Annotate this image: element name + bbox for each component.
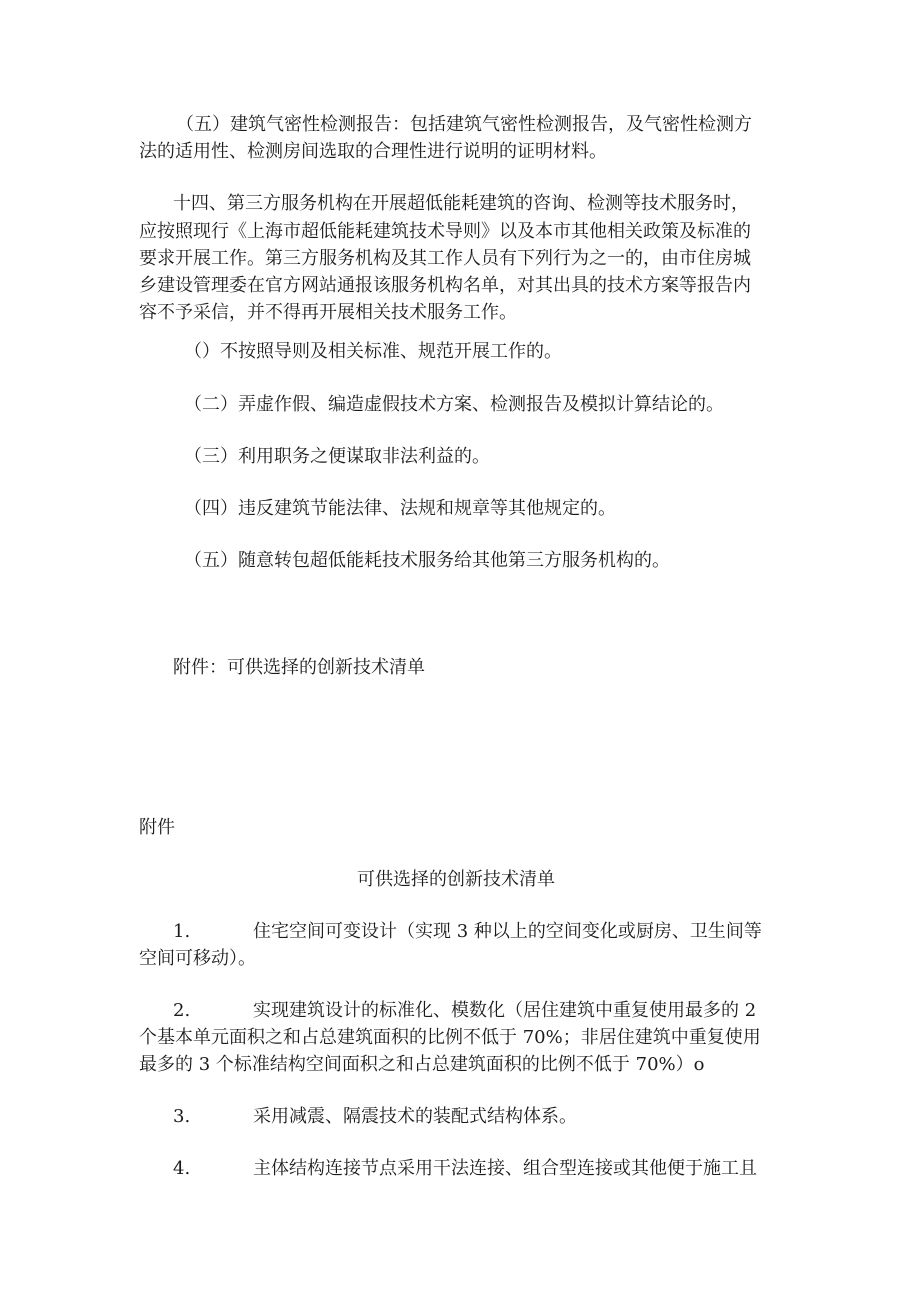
list-item-3-line1	[173, 1102, 577, 1132]
list-item-text: 住宅空间可变设计（实现 3 种以上的空间变化或厨房、卫生间等	[253, 921, 762, 942]
list-item-number: 3.	[173, 1106, 191, 1127]
list-item-text: 主体结构连接节点采用干法连接、组合型连接或其他便于施工且	[253, 1158, 757, 1179]
list-item-1-line1	[173, 917, 762, 947]
list-item-number: 4.	[173, 1158, 191, 1179]
list-item-1-line2: 空间可移动）。	[139, 948, 256, 969]
list-item-4-line1	[173, 1154, 757, 1184]
attachment-note: 附件：可供选择的创新技术清单	[173, 657, 425, 678]
appendix-label: 附件	[139, 817, 175, 838]
item5-line2: 法的适用性、检测房间选取的合理性进行说明的证明材料。	[139, 141, 607, 162]
article14-line2: 应按照现行《上海市超低能耗建筑技术导则》以及本市其他相关政策及标准的	[139, 221, 751, 242]
list-item-text: 采用减震、隔震技术的装配式结构体系。	[253, 1106, 577, 1127]
list-item-2-line2: 个基本单元面积之和占总建筑面积的比例不低于 70%；非居住建筑中重复使用	[139, 1027, 761, 1048]
article14-line1: 十四、第三方服务机构在开展超低能耗建筑的咨询、检测等技术服务时，	[173, 193, 749, 214]
violation-item: （二）弄虚作假、编造虚假技术方案、检测报告及模拟计算结论的。	[184, 394, 724, 415]
violation-item: （五）随意转包超低能耗技术服务给其他第三方服务机构的。	[184, 550, 670, 571]
article14-line3: 要求开展工作。第三方服务机构及其工作人员有下列行为之一的，由市住房城	[139, 248, 751, 269]
item5-line1: （五）建筑气密性检测报告：包括建筑气密性检测报告，及气密性检测方	[176, 114, 752, 135]
list-item-number: 1.	[173, 921, 191, 942]
violation-item: （）不按照导则及相关标准、规范开展工作的。	[184, 341, 562, 362]
list-item-number: 2.	[173, 1000, 191, 1021]
article14-line5: 容不予采信，并不得再开展相关技术服务工作。	[139, 302, 517, 323]
violation-item: （三）利用职务之便谋取非法利益的。	[184, 446, 490, 467]
appendix-title: 可供选择的创新技术清单	[357, 869, 555, 890]
article14-line4: 乡建设管理委在官方网站通报该服务机构名单，对其出具的技术方案等报告内	[139, 275, 751, 296]
list-item-2-line1	[173, 996, 756, 1026]
list-item-2-line3: 最多的 3 个标准结构空间面积之和占总建筑面积的比例不低于 70%）o	[139, 1054, 705, 1075]
violation-item: （四）违反建筑节能法律、法规和规章等其他规定的。	[184, 498, 616, 519]
list-item-text: 实现建筑设计的标准化、模数化（居住建筑中重复使用最多的 2	[253, 1000, 757, 1021]
